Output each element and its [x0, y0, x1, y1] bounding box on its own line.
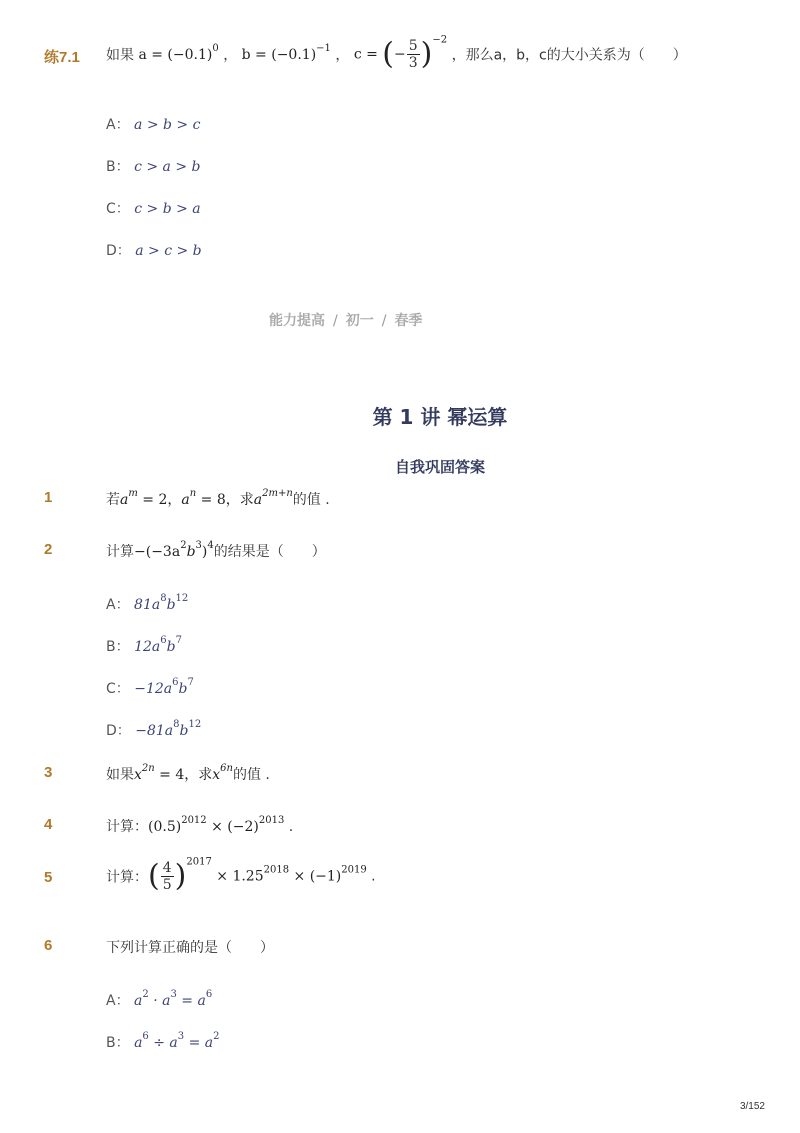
option-d: D： $-81a^8b^{12}$: [106, 719, 202, 739]
question-prefix: 如果: [106, 47, 134, 64]
question-number: 1: [44, 489, 53, 506]
option-a: A： $81a^8b^{12}$: [106, 593, 189, 613]
option-b: B： $12a^6b^7$: [106, 635, 182, 655]
question-number: 3: [44, 764, 53, 781]
option-b: B： c > a > b: [106, 159, 201, 175]
question-number: 6: [44, 937, 53, 954]
question-1-text: 若$a^m = 2$，$a^n = 8$，求$a^{2m+n}$的值 .: [106, 488, 330, 508]
c-definition: c =: [353, 46, 383, 63]
fraction: $\frac{4}{5}$: [162, 860, 172, 893]
a-definition: $a = (-0.1)^0$: [138, 42, 219, 63]
option-b: B： $a^6 \div a^3 = a^2$: [106, 1031, 220, 1051]
option-c: C： c > b > a: [106, 201, 201, 217]
option-c: C： $-12a^6b^7$: [106, 677, 194, 697]
question-6-text: 下列计算正确的是（ ）: [106, 940, 274, 956]
question-number: 4: [44, 816, 53, 833]
question-2-text: 计算$-(-3a^2b^3)^4$的结果是（ ）: [106, 540, 326, 560]
exercise-question: 如果 $a = (-0.1)^0$ ， $b = (-0.1)^{-1}$ ， c = (− $\frac{5}{3}$ )$^{-2}$ ，那么a，b，c的大小关系为（ ）: [106, 34, 687, 72]
section-title: 自我巩固答案: [394, 458, 485, 476]
b-definition: $b = (-0.1)^{-1}$: [241, 42, 331, 63]
breadcrumb-item[interactable]: 初一: [345, 313, 374, 329]
question-number: 2: [44, 541, 53, 558]
question-tail: ，那么a，b，c的大小关系为（ ）: [451, 47, 687, 64]
breadcrumb-item[interactable]: 春季: [394, 313, 423, 329]
question-5-text: 计算：( $\frac{4}{5}$ )$^{2017} \times 1.25^{2018} \times (-1)^{2019}$ .: [106, 856, 376, 894]
question-3-text: 如果$x^{2n} = 4$，求$x^{6n}$的值 .: [106, 763, 270, 783]
question-4-text: 计算：$(0.5)^{2012} \times (-2)^{2013}$ .: [106, 815, 294, 835]
option-a: A： a > b > c: [106, 117, 201, 133]
c-fraction: $\frac{5}{3}$: [408, 38, 418, 71]
option-a: A： $a^2 \cdot a^3 = a^6$: [106, 989, 213, 1009]
option-d: D： a > c > b: [106, 243, 202, 259]
exercise-number: 练7.1: [44, 49, 80, 66]
question-number: 5: [44, 869, 53, 886]
page-number: 3/152: [739, 1101, 765, 1112]
lecture-title: 第 1 讲 幂运算: [372, 405, 508, 429]
breadcrumb-item[interactable]: 能力提高: [269, 313, 325, 329]
